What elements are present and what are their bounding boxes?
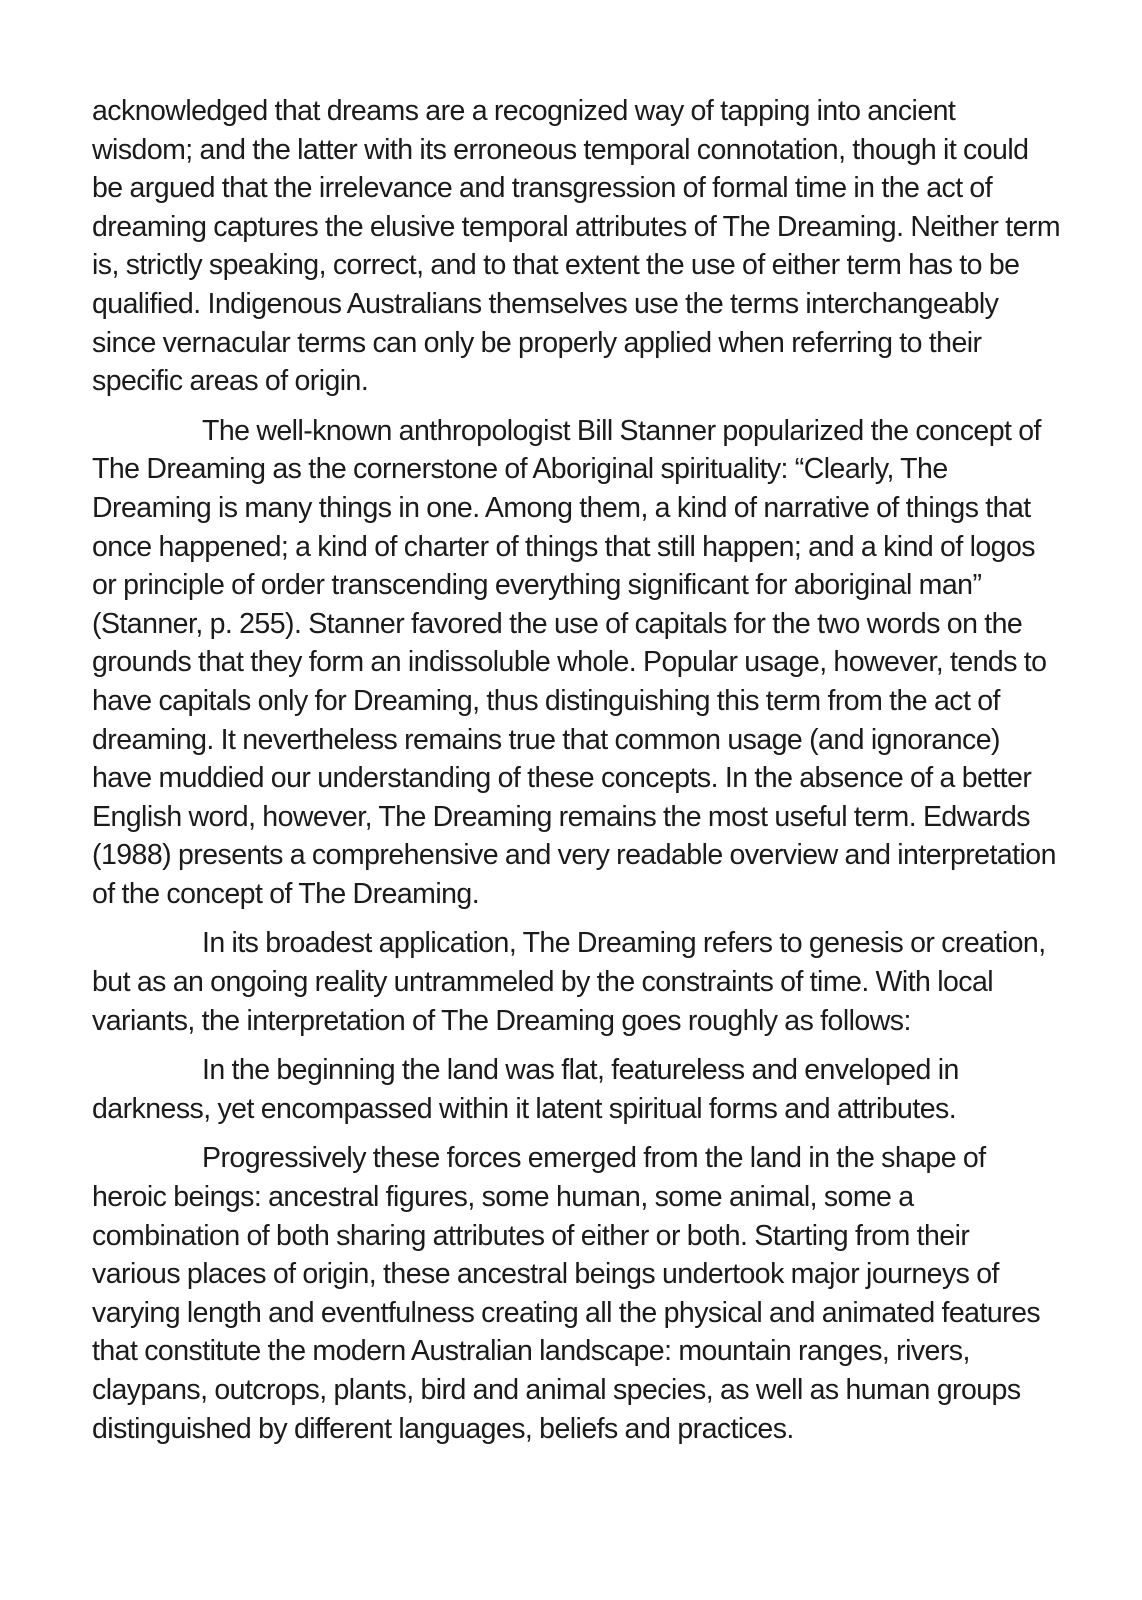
- paragraph-continuation: acknowledged that dreams are a recognized way of tapping into ancient wisdom; and the latter with its erroneous temporal connotation, though it could be argued that the irrelevance and transgression of formal time in the act of dreaming captures the elusive temporal attributes of The Dreaming. Neither term is, strictly speaking, correct, and to that extent the use of either term has to be qualified. Indigenous Australians themselves use the terms interchangeably since vernacular terms can only be properly applied when referring to their specific areas of origin.: [92, 95, 1061, 398]
- paragraph-progressively: Progressively these forces emerged from the land in the shape of heroic beings: ancestral figures, some human, some animal, some a combination of both sharing attributes of either or both. Starting from their various places of origin, these ancestral beings undertook major journeys of varying length and eventfulness creating all the physical and animated features that constitute the modern Australian landscape: mountain ranges, rivers, claypans, outcrops, plants, bird and animal species, as well as human groups distinguished by different languages, beliefs and practices.: [92, 1142, 1041, 1445]
- paragraph-broadest-application: In its broadest application, The Dreaming refers to genesis or creation, but as an ongoing reality untrammeled by the constraints of time. With local variants, the interpretation of The Dreaming goes roughly as follows:: [92, 927, 1046, 1037]
- document-page: [92, 92, 1062, 1459]
- paragraph-stanner: The well-known anthropologist Bill Stanner popularized the concept of The Dreaming as the cornerstone of Aboriginal spirituality: “Clearly, The Dreaming is many things in one. Among them, a kind of narrative of things that once happened; a kind of charter of things that still happen; and a kind of logos or principle of order transcending everything significant for aboriginal man” (Stanner, p. 255). Stanner favored the use of capitals for the two words on the grounds that they form an indissoluble whole. Popular usage, however, tends to have capitals only for Dreaming, thus distinguishing this term from the act of dreaming. It nevertheless remains true that common usage (and ignorance) have muddied our understanding of these concepts. In the absence of a better English word, however, The Dreaming remains the most useful term. Edwards (1988) presents a comprehensive and very readable overview and interpretation of the concept of The Dreaming.: [92, 414, 1056, 910]
- paragraph-beginning: In the beginning the land was flat, featureless and enveloped in darkness, yet encompassed within it latent spiritual forms and attributes.: [92, 1054, 959, 1125]
